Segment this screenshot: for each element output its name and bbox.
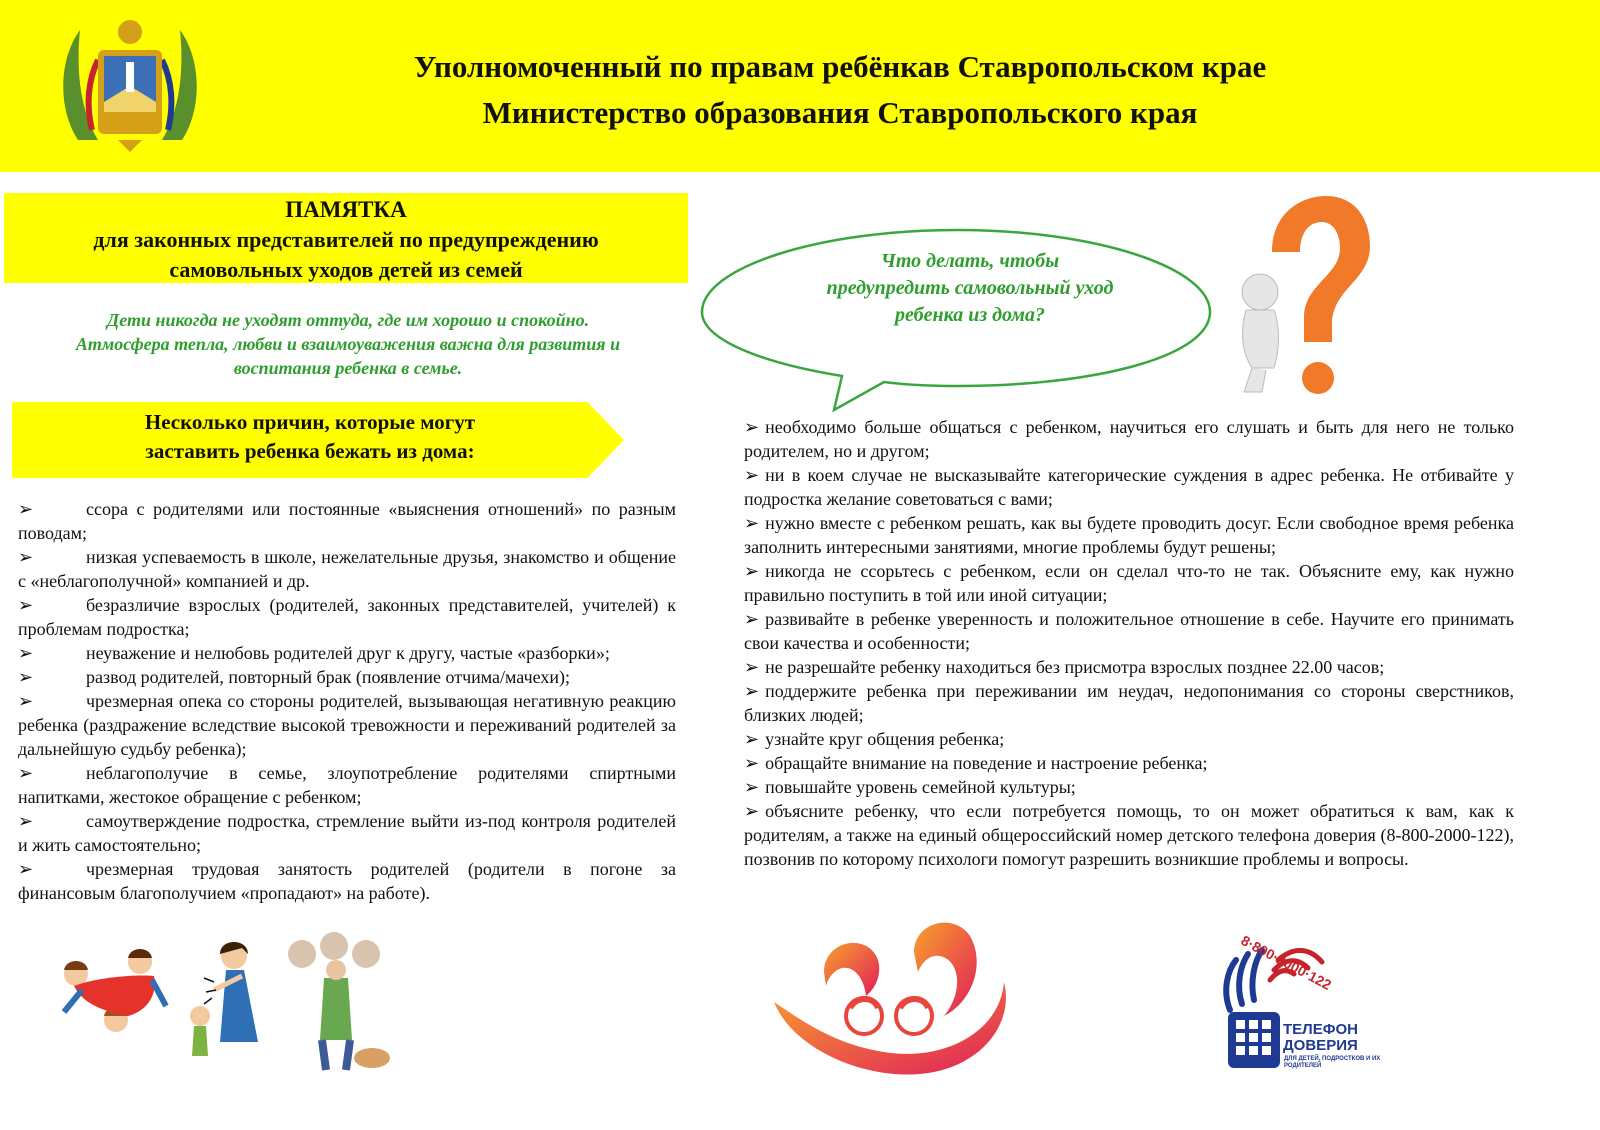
list-item [18, 809, 676, 857]
bullet-arrow-icon: ➢ [18, 667, 34, 687]
reason-text: низкая успеваемость в школе, нежелательные друзья, знакомство и общение с «неблагополучной» компанией и др. [18, 547, 676, 591]
question-mark-figure-icon [1222, 192, 1372, 402]
bullet-arrow-icon: ➢ [744, 513, 760, 533]
reasons-banner-text [40, 408, 580, 466]
list-item [18, 689, 676, 761]
reason-text: чрезмерная трудовая занятость родителей (родители в погоне за финансовым благополучием «пропадают» на работе). [18, 859, 676, 903]
reason-text: развод родителей, повторный брак (появление отчима/мачехи); [86, 667, 571, 687]
memo-title: ПАМЯТКА [285, 197, 407, 222]
bullet-arrow-icon: ➢ [744, 681, 760, 701]
intro-quote [18, 308, 678, 380]
bullet-arrow-icon: ➢ [18, 811, 34, 831]
intro-line3: воспитания ребенка в семье. [233, 358, 463, 378]
bullet-arrow-icon: ➢ [744, 729, 760, 749]
list-item [18, 761, 676, 809]
tip-text: необходимо больше общаться с ребенком, научиться его слушать и быть для него не только родителем, но и другом; [744, 417, 1514, 461]
bullet-arrow-icon: ➢ [744, 561, 760, 581]
bullet-arrow-icon: ➢ [744, 777, 760, 797]
intro-line1: Дети никогда не уходят оттуда, где им хорошо и спокойно. [106, 310, 590, 330]
list-item [744, 679, 1514, 727]
tip-text: ни в коем случае не высказывайте категорические суждения в адрес ребенка. Не отбивайте у подростка желание советоваться с вами; [744, 465, 1514, 509]
tip-text: не разрешайте ребенку находиться без присмотра взрослых позднее 22.00 часов; [765, 657, 1385, 677]
bullet-arrow-icon: ➢ [18, 691, 34, 711]
tip-text: повышайте уровень семейной культуры; [765, 777, 1076, 797]
family-logo-icon [764, 912, 1020, 1084]
header-titles [240, 44, 1440, 136]
bullet-arrow-icon: ➢ [18, 595, 34, 615]
list-item [744, 511, 1514, 559]
tip-text: нужно вместе с ребенком решать, как вы будете проводить досуг. Если свободное время ребенка заполнить интересными занятиями, многие проблемы будут решены; [744, 513, 1514, 557]
hotline-title-line2: ДОВЕРИЯ [1283, 1037, 1358, 1054]
bullet-arrow-icon: ➢ [18, 859, 34, 879]
reason-text: самоутверждение подростка, стремление выйти из-под контроля родителей и жить самостоятельно; [18, 811, 676, 855]
list-item [18, 593, 676, 641]
reasons-banner-line2: заставить ребенка бежать из дома: [145, 439, 475, 463]
bullet-arrow-icon: ➢ [18, 547, 34, 567]
bullet-arrow-icon: ➢ [744, 465, 760, 485]
reason-text: безразличие взрослых (родителей, законных представителей, учителей) к проблемам подростка; [18, 595, 676, 639]
reason-text: ссора с родителями или постоянные «выяснения отношений» по разным поводам; [18, 499, 676, 543]
list-item [744, 727, 1514, 751]
bullet-arrow-icon: ➢ [744, 657, 760, 677]
list-item [744, 751, 1514, 775]
memo-subtitle-line1: для законных представителей по предупреждению [93, 227, 599, 252]
tip-text: никогда не ссорьтесь с ребенком, если он сделал что-то не так. Объясните ему, как нужно правильно поступить в той или иной ситуации; [744, 561, 1514, 605]
list-item [18, 497, 676, 545]
reason-text: неблагополучие в семье, злоупотребление родителями спиртными напитками, жестокое обращение с ребенком; [18, 763, 676, 807]
reason-text: чрезмерная опека со стороны родителей, вызывающая негативную реакцию ребенка (раздражение вследствие высокой тревожности и переживаний родителей за дальнейшую судьбу ребенка); [18, 691, 676, 759]
memo-title-box [4, 193, 688, 283]
hotline-title [1283, 1022, 1358, 1054]
tip-text: узнайте круг общения ребенка; [765, 729, 1005, 749]
memo-subtitle-line2: самовольных уходов детей из семей [169, 257, 523, 282]
bullet-arrow-icon: ➢ [744, 753, 760, 773]
tip-text: объясните ребенку, что если потребуется помощь, то он может обратиться к вам, как к родителям, а также на единый общероссийский номер детского телефона доверия (8-800-2000-122), позвонив по которому психологи помогут разрешить возникшие проблемы и вопросы. [744, 801, 1514, 869]
list-item [18, 545, 676, 593]
list-item [744, 559, 1514, 607]
bubble-line1: Что делать, чтобы [880, 250, 1060, 272]
bullet-arrow-icon: ➢ [18, 499, 34, 519]
bullet-arrow-icon: ➢ [18, 643, 34, 663]
header-line-ministry: Министерство образования Ставропольского края [482, 95, 1198, 130]
list-item [744, 463, 1514, 511]
list-item [744, 607, 1514, 655]
tips-list [744, 415, 1514, 871]
tip-text: развивайте в ребенке уверенность и положительное отношение в себе. Научите его принимать свои качества и особенности; [744, 609, 1514, 653]
bubble-line3: ребенка из дома? [895, 304, 1045, 326]
family-conflict-illustration [44, 920, 400, 1080]
intro-line2: Атмосфера тепла, любви и взаимоуважения важна для развития и [75, 334, 621, 354]
bullet-arrow-icon: ➢ [744, 801, 760, 821]
tip-text: обращайте внимание на поведение и настроение ребенка; [765, 753, 1208, 773]
bullet-arrow-icon: ➢ [18, 763, 34, 783]
hotline-number: 8·800·2000·122 [1238, 932, 1334, 993]
bubble-question [760, 248, 1180, 329]
bubble-line2: предупредить самовольный уход [826, 277, 1114, 299]
hotline-subtitle: ДЛЯ ДЕТЕЙ, ПОДРОСТКОВ И ИХ РОДИТЕЛЕЙ [1284, 1056, 1381, 1069]
list-item [744, 655, 1514, 679]
list-item [744, 799, 1514, 871]
bullet-arrow-icon: ➢ [744, 609, 760, 629]
coat-of-arms-emblem [58, 10, 202, 160]
hotline-title-line1: ТЕЛЕФОН [1283, 1021, 1358, 1038]
bullet-arrow-icon: ➢ [744, 417, 760, 437]
tip-text: поддержите ребенка при переживании им неудач, недопонимания со стороны сверстников, близких людей; [744, 681, 1514, 725]
list-item [18, 857, 676, 905]
header-line-ombudsman: Уполномоченный по правам ребёнкав Ставропольском крае [413, 49, 1267, 84]
list-item [744, 415, 1514, 463]
list-item [18, 665, 676, 689]
list-item [744, 775, 1514, 799]
list-item [18, 641, 676, 665]
reasons-list [18, 497, 676, 905]
reason-text: неуважение и нелюбовь родителей друг к другу, частые «разборки»; [86, 643, 610, 663]
reasons-banner-line1: Несколько причин, которые могут [144, 410, 476, 434]
